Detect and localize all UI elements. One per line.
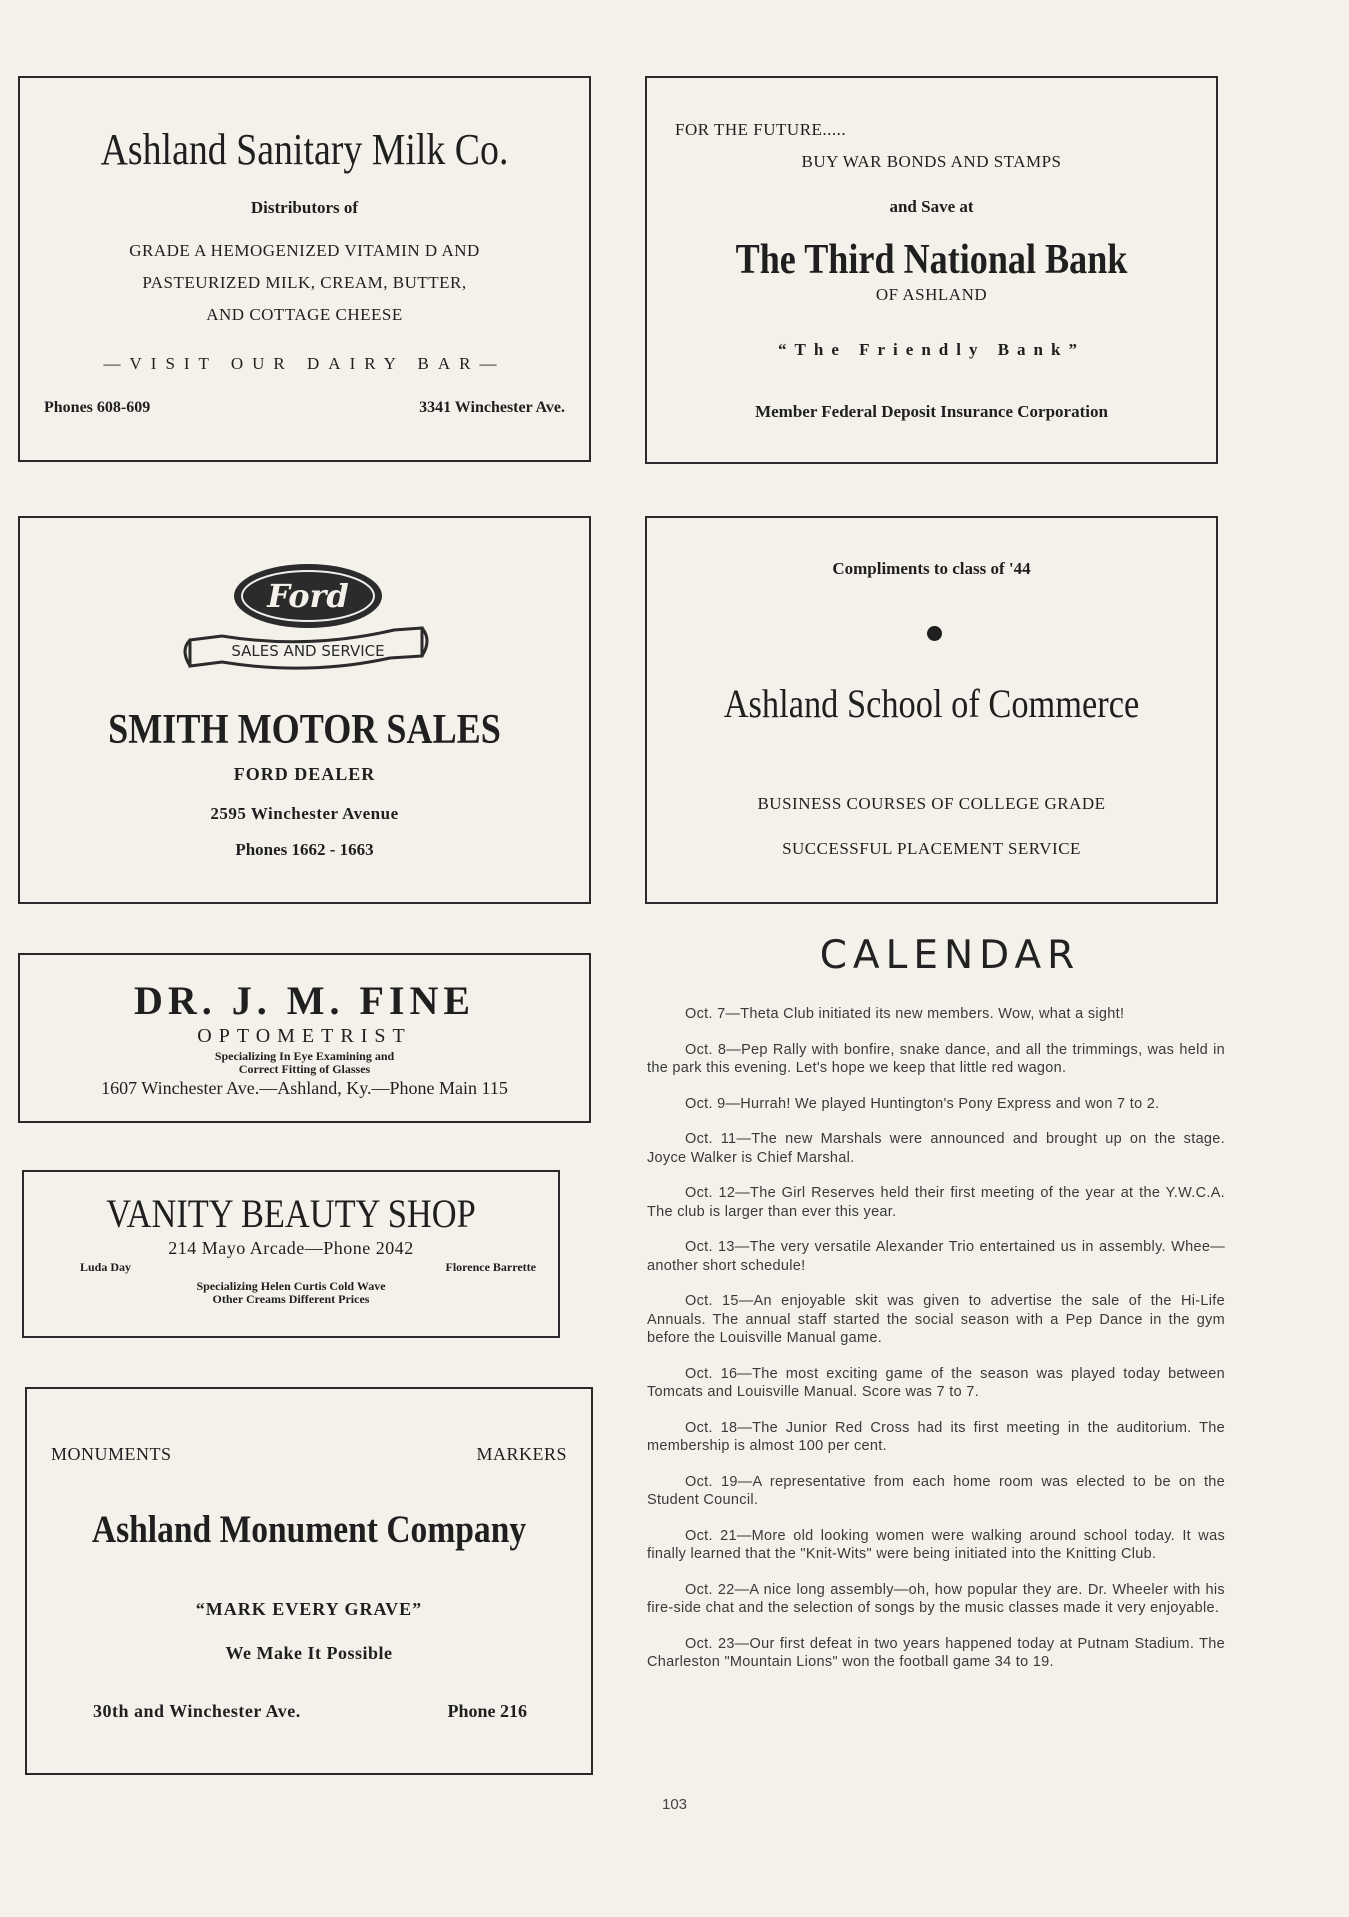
bank-name: The Third National Bank: [735, 237, 1128, 283]
beauty-address: 214 Mayo Arcade—Phone 2042: [168, 1238, 414, 1258]
milk-products-2: PASTEURIZED MILK, CREAM, BUTTER,: [142, 273, 467, 292]
monument-slogan: “MARK EVERY GRAVE”: [195, 1599, 423, 1619]
bank-location: OF ASHLAND: [875, 285, 988, 304]
ford-address: 2595 Winchester Avenue: [210, 804, 399, 823]
milk-products-3: AND COTTAGE CHEESE: [206, 305, 403, 324]
milk-address: 3341 Winchester Ave.: [419, 399, 565, 416]
beauty-ad: [22, 1170, 560, 1338]
monument-ad: [25, 1387, 593, 1775]
calendar-entry: Oct. 19—A representative from each home room was elected to be on the Student Council.: [647, 1473, 1225, 1508]
bank-war-bonds: BUY WAR BONDS AND STAMPS: [801, 152, 1062, 171]
milk-products-1: GRADE A HEMOGENIZED VITAMIN D AND: [129, 241, 480, 260]
bank-member: Member Federal Deposit Insurance Corporation: [755, 402, 1108, 421]
optometrist-name: DR. J. M. FINE: [133, 978, 476, 1023]
bank-motto: “The Friendly Bank”: [778, 340, 1085, 359]
ford-dealer-name: SMITH MOTOR SALES: [108, 707, 501, 753]
milk-subtitle: Distributors of: [250, 198, 359, 217]
calendar-entry: Oct. 12—The Girl Reserves held their first meeting of the year at the Y.W.C.A. The club is larger than ever this year.: [647, 1185, 1225, 1220]
beauty-person-right: Florence Barrette: [445, 1260, 536, 1274]
ford-phones: Phones 1662 - 1663: [235, 840, 374, 859]
monument-company-name: Ashland Monument Company: [91, 1508, 527, 1551]
bank-intro: FOR THE FUTURE.....: [675, 120, 847, 139]
school-compliments: Compliments to class of '44: [832, 559, 1031, 578]
school-ad: [645, 516, 1218, 904]
beauty-line-1: Specializing Helen Curtis Cold Wave: [196, 1279, 386, 1293]
optometrist-address: 1607 Winchester Ave.—Ashland, Ky.—Phone Main 115: [101, 1078, 508, 1098]
bank-ad: [645, 76, 1218, 464]
milk-company-name: Ashland Sanitary Milk Co.: [100, 125, 509, 174]
calendar-entry: Oct. 13—The very versatile Alexander Trio entertained us in assembly. Whee—another short schedule!: [647, 1239, 1225, 1274]
ford-logo: [176, 558, 436, 678]
bank-save-at: and Save at: [889, 197, 974, 216]
monument-phone: Phone 216: [447, 1701, 527, 1721]
page-number: 103: [661, 1796, 688, 1813]
calendar-entry: Oct. 18—The Junior Red Cross had its first meeting in the auditorium. The membership is almost 100 per cent.: [647, 1419, 1225, 1454]
calendar-title: CALENDAR: [819, 933, 1081, 978]
calendar-entry: Oct. 9—Hurrah! We played Huntington's Pony Express and won 7 to 2.: [685, 1095, 1160, 1112]
milk-slogan: —VISIT OUR DAIRY BAR—: [103, 354, 506, 373]
calendar-entry: Oct. 21—More old looking women were walking around school today. It was finally learned that the "Knit-Wits" were being initiated into the Knitting Club.: [647, 1527, 1225, 1562]
monument-left-label: MONUMENTS: [51, 1444, 172, 1464]
milk-ad: [18, 76, 591, 462]
calendar-entry: Oct. 15—An enjoyable skit was given to advertise the sale of the Hi-Life Annuals. The annual staff started the social season with a Pep Dance in the gym before the Louisville Manual game.: [647, 1293, 1225, 1346]
optometrist-ad: [18, 953, 591, 1123]
school-line-1: BUSINESS COURSES OF COLLEGE GRADE: [757, 794, 1106, 813]
monument-right-label: MARKERS: [476, 1444, 567, 1464]
ford-dealer-label: FORD DEALER: [233, 764, 376, 784]
optometrist-line-2: Correct Fitting of Glasses: [238, 1062, 371, 1076]
optometrist-title: OPTOMETRIST: [197, 1025, 412, 1047]
ford-banner-text: SALES AND SERVICE: [231, 642, 385, 660]
calendar-entry: Oct. 16—The most exciting game of the season was played today between Tomcats and Louisville Manual. Score was 7 to 7.: [647, 1365, 1225, 1400]
ford-ad: [18, 516, 591, 904]
calendar-entry: Oct. 22—A nice long assembly—oh, how popular they are. Dr. Wheeler with his fire-side chat and the selection of songs by the music classes made it very enjoyable.: [647, 1581, 1225, 1616]
school-line-2: SUCCESSFUL PLACEMENT SERVICE: [782, 839, 1081, 858]
beauty-person-left: Luda Day: [80, 1260, 132, 1274]
bullet-dot: [927, 626, 942, 641]
milk-phones: Phones 608-609: [44, 399, 151, 416]
calendar-entry: Oct. 8—Pep Rally with bonfire, snake dance, and all the trimmings, was held in the park this evening. Let's hope we keep that little red wagon.: [647, 1041, 1225, 1076]
beauty-line-2: Other Creams Different Prices: [212, 1292, 370, 1306]
ford-logo-text: Ford: [267, 577, 349, 615]
calendar-entry: Oct. 11—The new Marshals were announced and brought up on the stage. Joyce Walker is Chief Marshal.: [647, 1131, 1225, 1166]
calendar-entry: Oct. 7—Theta Club initiated its new members. Wow, what a sight!: [685, 1006, 1125, 1022]
optometrist-line-1: Specializing In Eye Examining and: [214, 1049, 395, 1063]
monument-address: 30th and Winchester Ave.: [93, 1701, 301, 1721]
school-name: Ashland School of Commerce: [723, 681, 1140, 726]
calendar-entry: Oct. 23—Our first defeat in two years happened today at Putnam Stadium. The Charleston "Mountain Lions" won the football game 34 to 19.: [647, 1635, 1225, 1670]
calendar-list: [647, 1005, 1225, 1689]
monument-tagline: We Make It Possible: [225, 1643, 393, 1663]
beauty-shop-name: VANITY BEAUTY SHOP: [106, 1191, 476, 1236]
